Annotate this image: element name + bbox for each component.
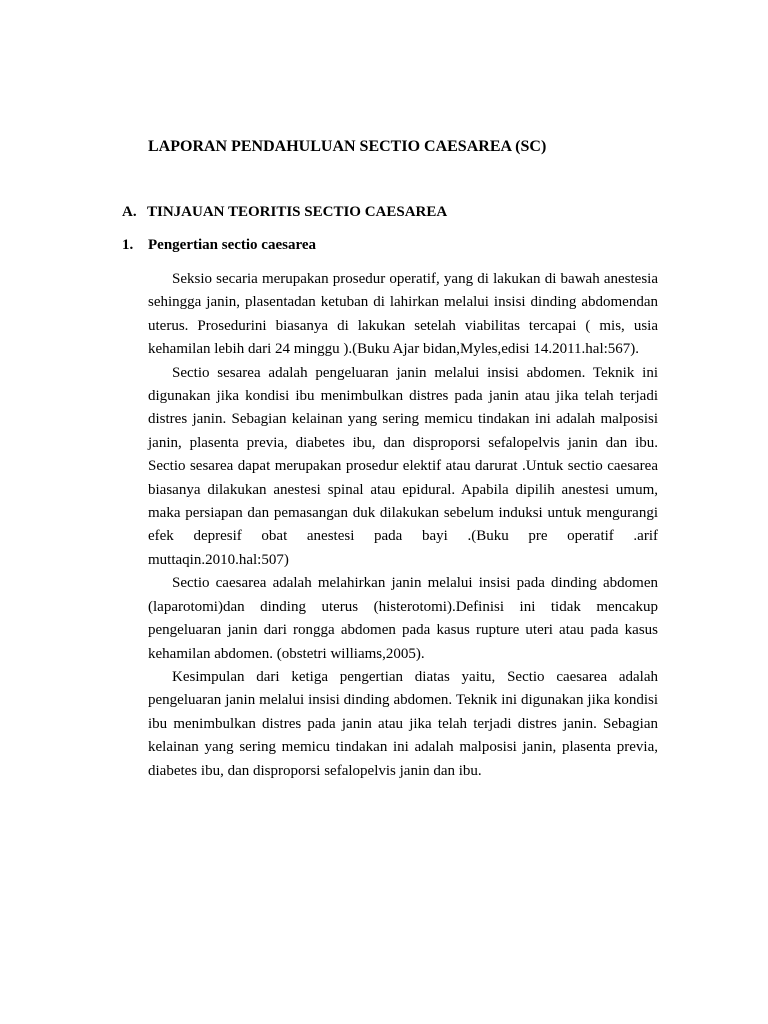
section-a-label: A. [122,204,137,220]
body-text [148,268,658,783]
section-1-text: Pengertian sectio caesarea [148,237,316,253]
document-title: LAPORAN PENDAHULUAN SECTIO CAESAREA (SC) [148,138,547,155]
section-1-heading [122,237,316,254]
paragraph: Sectio caesarea adalah melahirkan janin melalui insisi pada dinding abdomen (laparotomi)dan dinding uterus (histerotomi).Definisi ini tidak mencakup pengeluaran janin dari rongga abdomen pada kasus rupture uteri atau pada kasus kehamilan abdomen. (obstetri williams,2005). [148,575,658,662]
paragraph: Sectio sesarea adalah pengeluaran janin melalui insisi abdomen. Teknik ini digunakan jika kondisi ibu menimbulkan distres pada janin atau jika telah terjadi distres janin. Sebagian kelainan yang sering memicu tindakan ini adalah malposisi janin, plasenta previa, diabetes ibu, dan disproporsi sefalopelvis janin dan ibu. Sectio sesarea dapat merupakan prosedur elektif atau darurat .Untuk sectio caesarea biasanya dilakukan anestesi spinal atau epidural. Apabila dipilih anestesi umum, maka persiapan dan pemasangan duk dilakukan sebelum induksi untuk mengurangi efek depresif obat anestesi pada bayi .(Buku pre operatif .arif muttaqin.2010.hal:507) [148,364,658,568]
section-1-label: 1. [122,237,134,253]
paragraph: Kesimpulan dari ketiga pengertian diatas yaitu, Sectio caesarea adalah pengeluaran janin melalui insisi dinding abdomen. Teknik ini digunakan jika kondisi ibu menimbulkan distres pada janin atau jika telah terjadi distres janin. Sebagian kelainan yang sering memicu tindakan ini adalah malposisi janin, plasenta previa, diabetes ibu, dan disproporsi sefalopelvis janin dan ibu. [148,668,658,779]
section-a-heading [122,204,447,221]
paragraph: Seksio secaria merupakan prosedur operatif, yang di lakukan di bawah anestesia sehingga janin, plasentadan ketuban di lahirkan melalui insisi dinding abdomendan uterus. Prosedurini biasanya di lakukan setelah viabilitas tercapai ( mis, usia kehamilan lebih dari 24 minggu ).(Buku Ajar bidan,Myles,edisi 14.2011.hal:567). [148,271,658,358]
section-a-text: TINJAUAN TEORITIS SECTIO CAESAREA [147,204,448,220]
